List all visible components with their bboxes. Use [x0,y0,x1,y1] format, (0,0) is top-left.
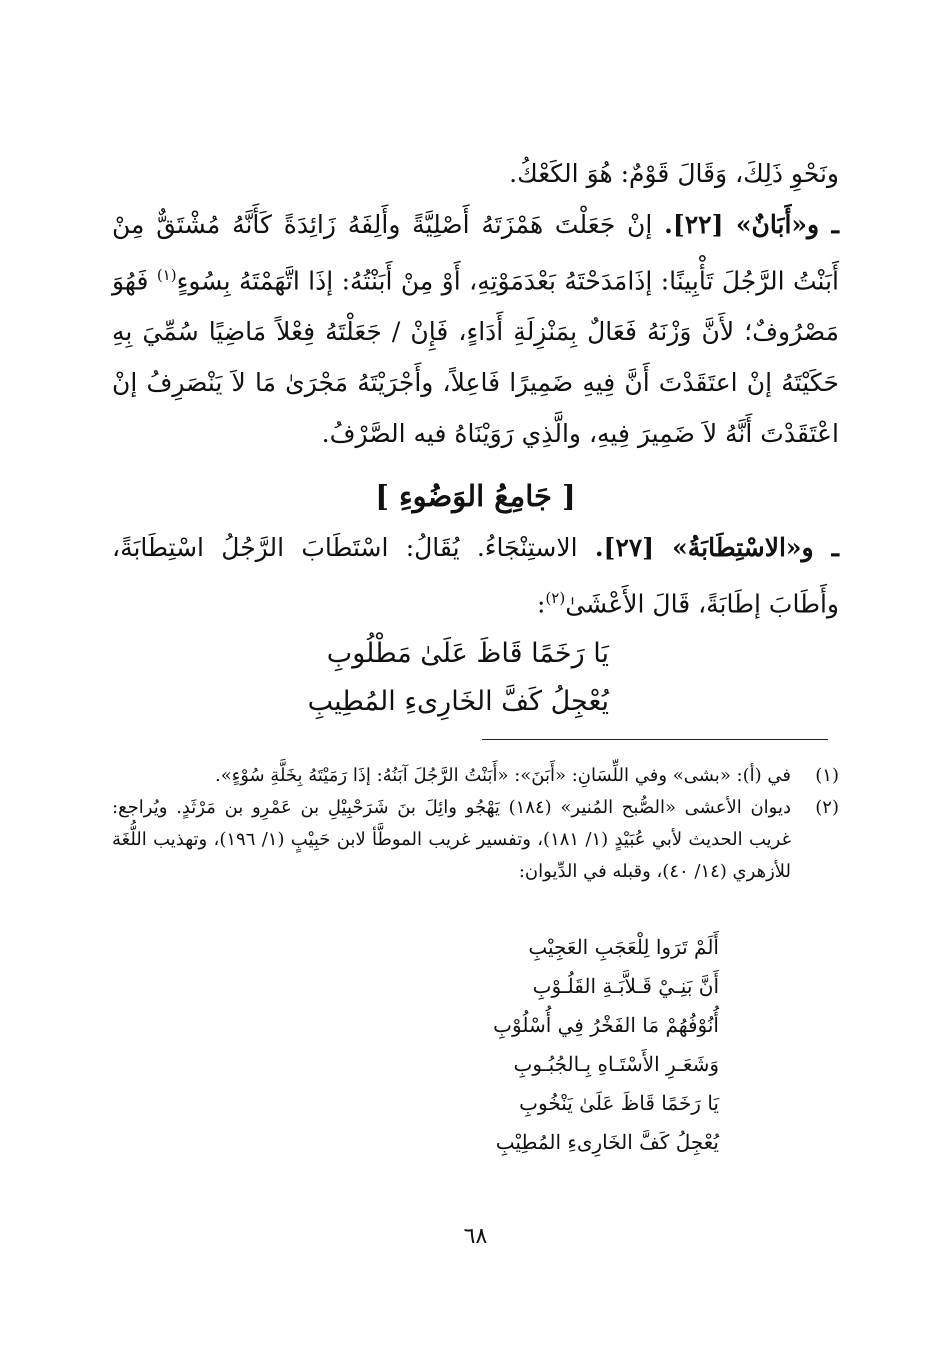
footnote-verse-line: أَنَّ بَنِـيْ قَـلاَّبَـةِ القَلُـوْبِ [532,974,719,998]
footnotes [112,760,839,888]
aban-entry [112,199,839,459]
istitaba-colon: : [536,589,546,619]
main-text-block-1 [112,148,839,459]
aban-text-continued: فَهُوَ مَصْرُوفٌ؛ لأَنَّ وَزْنَهُ فَعَالٌ بِمَنْزِلَةِ أَدَاءٍ، فَإِنْ / جَعَلْتَهُ فِعْلاً مَاضِيًا سُمِّيَ بِهِ حَكَيْتَهُ إنْ اعتَقَدْتَ أَنَّ فِيهِ ضَمِيرًا فَاعِلاً، وأَجْرَيْتَهُ مَجْرَىٰ مَا لاَ يَنْصَرِفُ إنْ اعْتَقَدْتَ أَنَّهُ لاَ ضَمِيرَ فِيهِ، والَّذِي رَوَيْنَاهُ فيه الصَّرْفُ. [112,266,839,449]
footnote-text: في (أ): «بشى» وفي اللِّسَانِ: «أَبَنَ»: «أَبَنْتُ الرَّجُلَ آبَنُهُ: إذَا رَمَيْتَهُ بِخَلَّةِ سُوْءٍ». [215,765,791,786]
footnote-ref-1[interactable]: (١) [156,266,177,284]
aban-text: إنْ جَعَلْتَ هَمْزَتَهُ أَصْلِيَّةً وأَلِفَهُ زَائِدَةً كَأَنَّهُ مُشْتَقٌّ مِنْ أَبَنْتُ الرَّجُلَ تَأْبِينًا: إذَامَدَحْتَهُ بَعْدَمَوْتِهِ، أَوْ مِنْ أَبَنْتُهُ: إذَا اتَّهَمْتَهُ بِسُوءٍ [112,210,839,296]
istitaba-text: الاستِنْجَاءُ. يُقَالُ: اسْتَطَابَ الرَّجُلُ اسْتِطَابَةً، وأَطَابَ إطَابَةً، قَالَ الأَعْشَىٰ [112,533,839,619]
section-heading: [ جَامِعُ الوَضُوءِ ] [375,479,576,513]
page-number: ٦٨ [463,1224,488,1249]
footnote-number: (١) [815,765,839,786]
footnote-verse-line: يُعْجِلُ كَفَّ الخَارِىءِ المُطِيْبِ [495,1130,719,1154]
footnote-poem [493,928,719,1162]
entry-marker-aban: ـ و«أَبَانٌ» [٢٢]. [664,210,839,239]
poem-verse [308,630,609,726]
footnote-number: (٢) [815,797,839,818]
entry-marker-istitaba: ـ و«الاسْتِطَابَةُ» [٢٧]. [594,533,839,562]
intro-line: ونَحْوِ ذَلِكَ، وَقَالَ قَوْمٌ: هُوَ الكَعْكُ. [509,159,839,188]
verse-line: يُعْجِلُ كَفَّ الخَارِىءِ المُطِيبِ [307,686,609,717]
istitaba-entry [112,522,839,629]
footnote-separator [482,739,828,740]
footnote-2 [112,792,839,888]
footnote-ref-2[interactable]: (٢) [545,589,566,607]
footnote-verse-line: أُنُوْفُهُمْ مَا الفَخْرُ فِي أُسْلُوْبِ [493,1013,719,1037]
footnote-verse-line: يَا رَخَمًا قَاظَ عَلَىٰ يَنْخُوبِ [519,1091,719,1115]
footnote-1 [112,760,839,792]
verse-line: يَا رَخَمًا قَاظَ عَلَىٰ مَطْلُوبِ [326,638,609,669]
footnote-verse-line: وَشَعَـرِ الأَسْتَـاهِ بِـالجُبُـوبِ [513,1052,719,1076]
footnote-text: ديوان الأعشى «الصُّبح المُنير» (١٨٤) يَهْجُو وائِلَ بنَ شَرَحْبِيْلِ بن عَمْرِو بن مَرْثَدٍ. ويُراجع: غريب الحديث لأبي عُبَيْدٍ (١/ ١٨١)، وتفسير غريب الموطَّأ لابن حَبِيْبٍ (١/ ١٩٦)، وتهذيب اللُّغَة للأزهري (١٤/ ٤٠)، وقبله في الدِّيوان: [112,797,791,882]
main-text-block-2 [112,522,839,629]
footnote-verse-line: أَلَمْ تَرَوا لِلْعَجَبِ العَجِيْبِ [528,935,719,959]
